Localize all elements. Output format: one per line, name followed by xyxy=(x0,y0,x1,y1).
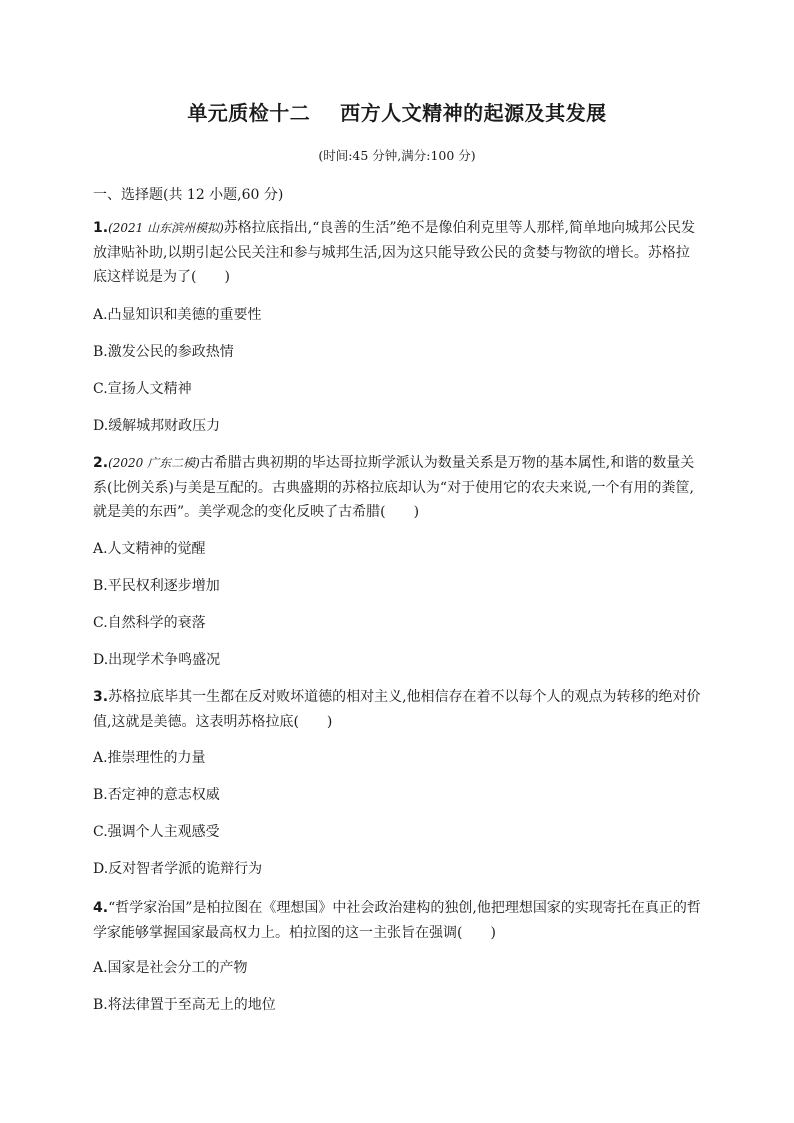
question-3-option-a: A.推崇理性的力量 xyxy=(93,750,206,766)
question-3-option-c: C.强调个人主观感受 xyxy=(93,824,220,840)
question-number: 3 xyxy=(93,689,103,705)
question-2-option-c: C.自然科学的衰落 xyxy=(93,615,206,631)
question-text: 苏格拉底指出,“良善的生活”绝不是像伯利克里等人那样,简单地向城邦公民发放津贴补助,以期引起公民关注和参与城邦生活,因为这只能导致公民的贪婪与物欲的增长。苏格拉底这样说是为了( ) xyxy=(93,220,696,285)
question-2-option-b: B.平民权利逐步增加 xyxy=(93,578,220,594)
question-2-option-a: A.人文精神的觉醒 xyxy=(93,541,206,557)
question-text: “哲学家治国”是柏拉图在《理想国》中社会政治建构的独创,他把理想国家的实现寄托在真正的哲学家能够掌握国家最高权力上。柏拉图的这一主张旨在强调( ) xyxy=(93,900,701,941)
question-1-option-a: A.凸显知识和美德的重要性 xyxy=(93,307,262,323)
section-heading: 一、选择题(共 12 小题,60 分) xyxy=(93,187,284,203)
question-4-option-a: A.国家是社会分工的产物 xyxy=(93,960,248,976)
question-number: 1 xyxy=(93,220,103,236)
question-number: 4 xyxy=(93,900,103,916)
question-text: 苏格拉底毕其一生都在反对败坏道德的相对主义,他相信存在着不以每个人的观点为转移的绝对价值,这就是美德。这表明苏格拉底( ) xyxy=(93,689,701,730)
question-3-option-d: D.反对智者学派的诡辩行为 xyxy=(93,861,263,877)
question-1-stem: 1.(2021 山东滨州模拟)苏格拉底指出,“良善的生活”绝不是像伯利克里等人那样,简单地向城邦公民发放津贴补助,以期引起公民关注和参与城邦生活,因为这只能导致公民的贪婪与物欲的增长。苏格拉底这样说是为了( ) xyxy=(93,220,696,285)
question-1-option-b: B.激发公民的参政热情 xyxy=(93,344,234,360)
question-text: 古希腊古典初期的毕达哥拉斯学派认为数量关系是万物的基本属性,和谐的数量关系(比例关系)与美是互配的。古典盛期的苏格拉底却认为“对于使用它的农夫来说,一个有用的粪筐,就是美的东西”。美学观念的变化反映了古希腊( ) xyxy=(93,455,695,520)
exam-info: (时间:45 分钟,满分:100 分) xyxy=(318,148,476,163)
question-source: (2020 广东二模) xyxy=(108,456,200,470)
question-number: 2 xyxy=(93,455,103,471)
question-3-stem: 3.苏格拉底毕其一生都在反对败坏道德的相对主义,他相信存在着不以每个人的观点为转移的绝对价值,这就是美德。这表明苏格拉底( ) xyxy=(93,689,701,730)
question-3-option-b: B.否定神的意志权威 xyxy=(93,787,220,803)
question-2-stem: 2.(2020 广东二模)古希腊古典初期的毕达哥拉斯学派认为数量关系是万物的基本属性,和谐的数量关系(比例关系)与美是互配的。古典盛期的苏格拉底却认为“对于使用它的农夫来说,一个有用的粪筐,就是美的东西”。美学观念的变化反映了古希腊( ) xyxy=(93,455,695,520)
question-2-option-d: D.出现学术争鸣盛况 xyxy=(93,652,221,668)
question-4-stem: 4.“哲学家治国”是柏拉图在《理想国》中社会政治建构的独创,他把理想国家的实现寄托在真正的哲学家能够掌握国家最高权力上。柏拉图的这一主张旨在强调( ) xyxy=(93,900,701,941)
question-1-option-c: C.宣扬人文精神 xyxy=(93,381,192,397)
question-4-option-b: B.将法律置于至高无上的地位 xyxy=(93,997,276,1013)
question-1-option-d: D.缓解城邦财政压力 xyxy=(93,418,221,434)
question-source: (2021 山东滨州模拟) xyxy=(108,221,224,235)
page-title: 单元质检十二 西方人文精神的起源及其发展 xyxy=(187,101,607,125)
